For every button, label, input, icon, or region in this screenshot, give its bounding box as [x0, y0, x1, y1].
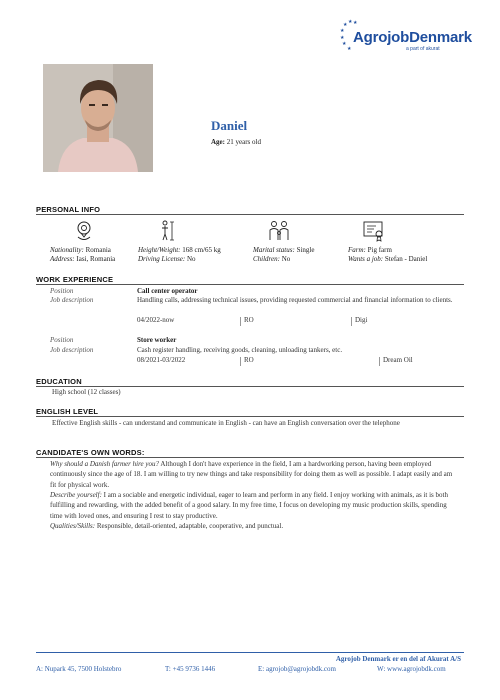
section-divider [36, 457, 464, 458]
column-separator [379, 357, 380, 366]
footer-website[interactable]: W: www.agrojobdk.com [377, 665, 446, 673]
footer-phone: T: +45 9736 1446 [165, 665, 216, 673]
column-separator [351, 317, 352, 326]
job-position: Call center operator [137, 287, 198, 295]
own-words-title: CANDIDATE'S OWN WORDS: [36, 448, 145, 457]
personal-info-title: PERSONAL INFO [36, 205, 101, 214]
logo-stars-icon: ★ ★ ★ ★ ★ ★ ★ [340, 19, 358, 52]
section-divider [36, 284, 464, 285]
candidate-photo [43, 64, 153, 172]
job-description-label: Job description [50, 346, 94, 354]
section-divider [36, 386, 464, 387]
height-weight-icon [158, 220, 178, 242]
answer-describe: I am a sociable and energetic individual, eager to learn and perform in any field. I enjoy working with animals, as it is both fulfilling and rewarding, with the added benefit of a good salary. In my free time, I focus on developing my music production skills, spending time with loved ones, and ensuring I rest to stay productive. [50, 491, 448, 520]
address-line: Address: Iasi, Romania [50, 255, 116, 263]
job-position-label: Position [50, 287, 74, 295]
answer-skills: Responsible, detail-oriented, adaptable, cooperative, and punctual. [95, 522, 284, 531]
logo-tagline: a part of akurat [406, 46, 440, 52]
nationality-line: Nationality: Romania [50, 246, 111, 254]
logo-name: AgrojobDenmark [353, 29, 472, 46]
work-experience-title: WORK EXPERIENCE [36, 275, 114, 284]
column-separator [240, 357, 241, 366]
job-position-label: Position [50, 336, 74, 344]
candidate-age: Age: 21 years old [211, 138, 261, 146]
certificate-icon [362, 220, 382, 242]
marital-status-line: Marital status: Single [253, 246, 315, 254]
footer-divider [36, 652, 464, 653]
candidate-name: Daniel [211, 118, 248, 133]
column-separator [240, 317, 241, 326]
job-description-label: Job description [50, 296, 94, 304]
section-divider [36, 214, 464, 215]
footer-email[interactable]: E: agrojob@agrojobdk.com [258, 665, 336, 673]
job-company: Dream Oil [383, 356, 413, 364]
job-country: RO [244, 356, 254, 364]
question-skills: Qualities/Skills: [50, 522, 96, 531]
job-position: Store worker [137, 336, 177, 344]
job-period: 08/2021-03/2022 [137, 356, 186, 364]
job-description: Handling calls, addressing technical issues, providing requested commercial and financial information to clients. [137, 296, 453, 304]
job-country: RO [244, 316, 254, 324]
job-description: Cash register handling, receiving goods, cleaning, unloading tankers, etc. [137, 346, 343, 354]
location-icon [74, 220, 94, 242]
wants-job-line: Wants a job: Stefan - Daniel [348, 255, 428, 263]
english-level-title: ENGLISH LEVEL [36, 407, 99, 416]
education-title: EDUCATION [36, 377, 82, 386]
section-divider [36, 416, 464, 417]
question-why-hire: Why should a Danish farmer hire you? [50, 460, 160, 468]
driving-license-line: Driving License: No [138, 255, 196, 263]
children-line: Children: No [253, 255, 291, 263]
job-period: 04/2022-now [137, 316, 175, 324]
own-words-text [50, 459, 460, 532]
job-company: Digi [355, 316, 368, 324]
height-weight-line: Height/Weight: 168 cm/65 kg [138, 246, 221, 254]
answer-why-hire: Although I don't have experience in the field, I am a hardworking person, having been employed continuously since the age of 18. I am willing to try new things and take responsibility for doing them as well as possible. I adapt easily and am fit for physical work. [50, 460, 453, 489]
footer-address: A: Nupark 45, 7500 Holstebro [36, 665, 122, 673]
footer-company: Agrojob Denmark er en del af Akurat A/S [335, 655, 461, 663]
education-text: High school (12 classes) [52, 388, 121, 396]
question-describe: Describe yourself: [50, 491, 102, 500]
family-icon [268, 220, 288, 242]
farm-line: Farm: Pig farm [348, 246, 392, 254]
english-level-text: Effective English skills - can understand and communicate in English - can have an English conversation over the telephone [52, 419, 400, 427]
